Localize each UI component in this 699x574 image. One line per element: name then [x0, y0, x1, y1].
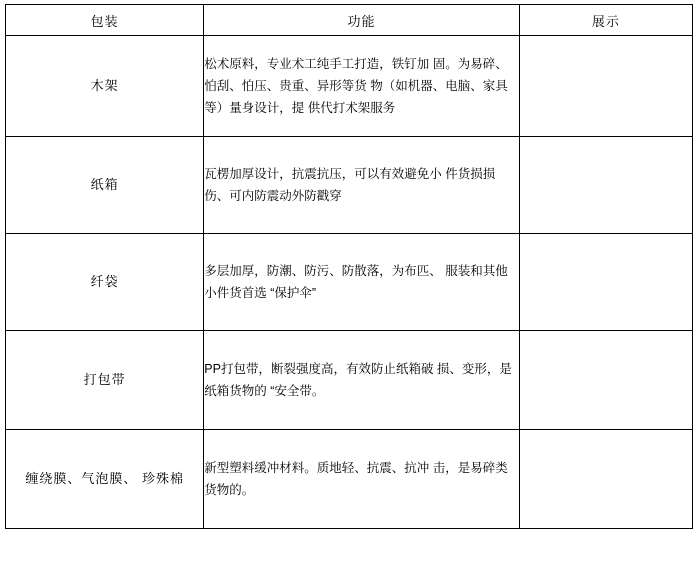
cell-package-name: 纸箱: [6, 137, 204, 234]
table-row: [6, 430, 693, 529]
column-header-display: 展示: [519, 5, 692, 36]
cell-display-image: [519, 36, 692, 137]
packaging-table-page: [0, 4, 699, 574]
table-header-row: [6, 5, 693, 36]
column-header-package: 包装: [6, 5, 204, 36]
table-row: [6, 36, 693, 137]
table-body: [6, 36, 693, 529]
cell-function-text: 松术原料，专业术工纯手工打造，铁钉加 固。为易碎、怕刮、怕压、贵重、异形等货 物（如机器、电脑、家具等）量身设计，提 供代打术架服务: [204, 36, 519, 137]
table-row: [6, 331, 693, 430]
cell-function-text: PP打包带，断裂强度高，有效防止纸箱破 损、变形，是纸箱货物的 “安全带。: [204, 331, 519, 430]
cell-package-name: 木架: [6, 36, 204, 137]
cell-function-text: 新型塑料缓冲材料。质地轻、抗震、抗冲 击，是易碎类货物的。: [204, 430, 519, 529]
column-header-function: 功能: [204, 5, 519, 36]
table-row: [6, 234, 693, 331]
table-row: [6, 137, 693, 234]
cell-package-name: 纤袋: [6, 234, 204, 331]
table-header: [6, 5, 693, 36]
cell-display-image: [519, 234, 692, 331]
packaging-table: [5, 4, 693, 529]
cell-package-name: 打包带: [6, 331, 204, 430]
cell-function-text: 多层加厚，防潮、防污、防散落，为布匹、 服装和其他小件货首选 “保护伞”: [204, 234, 519, 331]
cell-function-text: 瓦楞加厚设计，抗震抗压，可以有效避免小 件货损损伤、可内防震动外防戳穿: [204, 137, 519, 234]
cell-display-image: [519, 137, 692, 234]
cell-display-image: [519, 331, 692, 430]
cell-display-image: [519, 430, 692, 529]
cell-package-name: 缠绕膜、气泡膜、 珍殊棉: [6, 430, 204, 529]
